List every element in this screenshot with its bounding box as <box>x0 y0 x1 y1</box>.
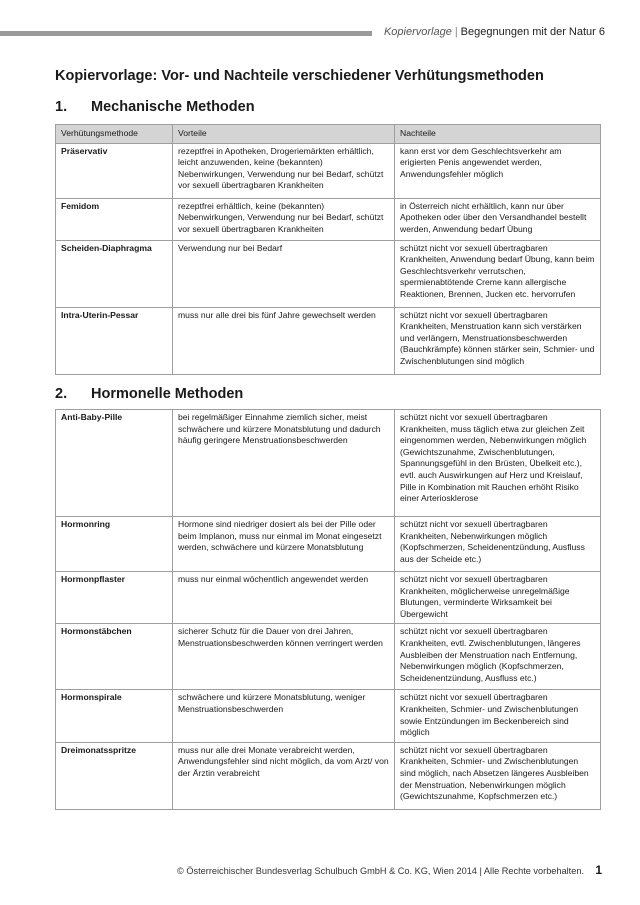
header-rule <box>0 31 372 36</box>
method-cell: Dreimonatsspritze <box>56 742 173 809</box>
method-cell: Femidom <box>56 198 173 240</box>
cons-cell: schützt nicht vor sexuell übertragbaren Krankheiten, muss täglich etwa zur gleichen Zeit eingenommen werden, Nebenwirkungen möglich (Gewichtszunahme, Zwischenblutungen, Spannungsgefühl in den Brüsten, Übelkeit etc.), evtl. auch Auswirkungen auf Herz und Kreislauf, Pille in Kombination mit Rauchen erhöht Risiko einer Arteriosklerose <box>395 410 601 517</box>
pros-cell: schwächere und kürzere Monatsblutung, weniger Menstruationsbeschwerden <box>173 690 395 742</box>
method-cell: Präservativ <box>56 143 173 198</box>
page-header <box>384 25 605 39</box>
method-cell: Hormonspirale <box>56 690 173 742</box>
table-row <box>56 198 601 240</box>
section-title: Mechanische Methoden <box>91 99 255 115</box>
page-number: 1 <box>595 863 602 877</box>
pros-cell: Hormone sind niedriger dosiert als bei der Pille oder beim Implanon, muss nur einmal im Monat eingesetzt werden, schwächere und kürzere Monatsblutung <box>173 517 395 572</box>
cons-cell: schützt nicht vor sexuell übertragbaren Krankheiten, Schmier- und Zwischenblutungen sind möglich, nach Absetzen längeres Ausbleiben der Menstruation, Nebenwirkungen möglich (Gewichtszunahme, Kopfschmerzen etc.) <box>395 742 601 809</box>
column-header-method: Verhütungsmethode <box>56 125 173 144</box>
hormonal-methods-table <box>55 409 601 810</box>
cons-cell: schützt nicht vor sexuell übertragbaren Krankheiten, Menstruation kann sich verstärken und verlängern, Menstruationsbeschwerden (Bauchkrämpfe) können stärker sein, Schmier- und Zwischenblutungen sind möglich <box>395 307 601 374</box>
table-header-row <box>56 125 601 144</box>
method-cell: Intra-Uterin-Pessar <box>56 307 173 374</box>
pros-cell: rezeptfrei erhältlich, keine (bekannten) Nebenwirkungen, Verwendung nur bei Bedarf, schützt vor sexuell übertragbaren Krankheiten <box>173 198 395 240</box>
table-row <box>56 143 601 198</box>
cons-cell: schützt nicht vor sexuell übertragbaren Krankheiten, Nebenwirkungen möglich (Kopfschmerzen, Scheidenentzündung, Ausfluss aus der Scheide etc.) <box>395 517 601 572</box>
table-row <box>56 742 601 809</box>
method-cell: Hormonring <box>56 517 173 572</box>
pros-cell: rezeptfrei in Apotheken, Drogeriemärkten erhältlich, leicht anzuwenden, keine (bekannten) Nebenwirkungen, Verwendung nur bei Bedarf, schützt vor sexuell übertragbaren Krankheiten <box>173 143 395 198</box>
method-cell: Anti-Baby-Pille <box>56 410 173 517</box>
header-book-title: Begegnungen mit der Natur 6 <box>460 26 605 38</box>
cons-cell: schützt nicht vor sexuell übertragbaren Krankheiten, evtl. Zwischenblutungen, längeres Ausbleiben der Menstruation nach Entfernung, Nebenwirkungen möglich (Kopfschmerzen, Scheidenentzündung, Ausfluss etc.) <box>395 624 601 690</box>
mechanical-methods-table <box>55 124 601 375</box>
pros-cell: muss nur einmal wöchentlich angewendet werden <box>173 572 395 624</box>
section-heading-hormonal <box>55 386 243 402</box>
table-row <box>56 572 601 624</box>
cons-cell: schützt nicht vor sexuell übertragbaren Krankheiten, Schmier- und Zwischenblutungen sowie Entzündungen im Beckenbereich sind möglich <box>395 690 601 742</box>
table-row <box>56 690 601 742</box>
section-title: Hormonelle Methoden <box>91 386 244 402</box>
section-number: 2. <box>55 386 68 402</box>
section-heading-mechanical <box>55 99 255 115</box>
page-title: Kopiervorlage: Vor- und Nachteile verschiedener Verhütungsmethoden <box>55 68 544 84</box>
pros-cell: sicherer Schutz für die Dauer von drei Jahren, Menstruationsbeschwerden können verringert werden <box>173 624 395 690</box>
table-row <box>56 624 601 690</box>
footer-copyright: © Österreichischer Bundesverlag Schulbuch GmbH & Co. KG, Wien 2014 | Alle Rechte vorbehalten. <box>177 866 584 876</box>
method-cell: Scheiden-Diaphragma <box>56 240 173 307</box>
table-row <box>56 307 601 374</box>
header-separator: | <box>454 26 458 38</box>
column-header-cons: Nachteile <box>395 125 601 144</box>
table-row <box>56 517 601 572</box>
header-kopiervorlage: Kopiervorlage <box>383 26 452 38</box>
pros-cell: Verwendung nur bei Bedarf <box>173 240 395 307</box>
cons-cell: kann erst vor dem Geschlechtsverkehr am erigierten Penis angewendet werden, Anwendungsfehler möglich <box>395 143 601 198</box>
cons-cell: in Österreich nicht erhältlich, kann nur über Apotheken oder über den Versandhandel bestellt werden, Anwendung bedarf Übung <box>395 198 601 240</box>
table-row <box>56 240 601 307</box>
column-header-pros: Vorteile <box>173 125 395 144</box>
method-cell: Hormonstäbchen <box>56 624 173 690</box>
method-cell: Hormonpflaster <box>56 572 173 624</box>
pros-cell: muss nur alle drei bis fünf Jahre gewechselt werden <box>173 307 395 374</box>
cons-cell: schützt nicht vor sexuell übertragbaren Krankheiten, möglicherweise unregelmäßige Blutungen, verminderte Wirksamkeit bei Übergewicht <box>395 572 601 624</box>
pros-cell: bei regelmäßiger Einnahme ziemlich sicher, meist schwächere und kürzere Monatsblutung und dadurch häufig geringere Menstruationsbeschwerden <box>173 410 395 517</box>
table-row <box>56 410 601 517</box>
section-number: 1. <box>55 99 68 115</box>
pros-cell: muss nur alle drei Monate verabreicht werden, Anwendungsfehler sind nicht möglich, da vom Arzt/ von der Ärztin verabreicht <box>173 742 395 809</box>
cons-cell: schützt nicht vor sexuell übertragbaren Krankheiten, Anwendung bedarf Übung, kann beim Geschlechtsverkehr verrutschen, spermienabtötende Creme kann allergische Reaktionen, Brennen, Jucken etc. hervorrufen <box>395 240 601 307</box>
